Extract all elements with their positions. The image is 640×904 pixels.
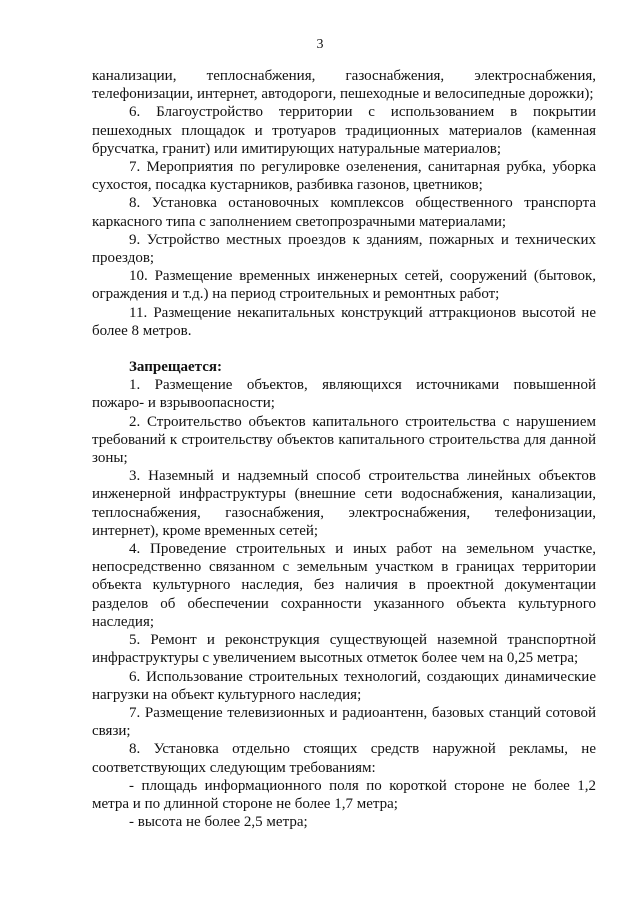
allowed-item-8: 8. Установка остановочных комплексов общественного транспорта каркасного типа с заполнением светопрозрачными материалами;	[92, 195, 596, 230]
prohibited-item-7: 7. Размещение телевизионных и радиоантенн, базовых станций сотовой связи;	[92, 704, 596, 740]
allowed-item-7: 7. Мероприятия по регулировке озеленения, санитарная рубка, уборка сухостоя, посадка кустарников, разбивка газонов, цветников;	[92, 159, 596, 194]
prohibited-item-4: 4. Проведение строительных и иных работ на земельном участке, непосредственно связанном с земельным участком в границах территории объекта культурного наследия, без наличия в проектной документации разделов об обеспечении сохранности указанного объекта культурного наследия;	[92, 541, 596, 630]
document-body	[92, 67, 596, 831]
allowed-item-9: 9. Устройство местных проездов к зданиям, пожарных и технических проездов;	[92, 231, 596, 267]
prohibited-item-5: 5. Ремонт и реконструкция существующей наземной транспортной инфраструктуры с увеличением высотных отметок более чем на 0,25 метра;	[92, 632, 596, 667]
prohibited-item-2: 2. Строительство объектов капитального строительства с нарушением требований к строительству объектов капитального строительства для данной зоны;	[92, 413, 596, 467]
prohibited-item-8: 8. Установка отдельно стоящих средств наружной рекламы, не соответствующих следующим требованиям:	[92, 741, 596, 776]
allowed-item-11: 11. Размещение некапитальных конструкций аттракционов высотой не более 8 метров.	[92, 304, 596, 339]
prohibited-item-6: 6. Использование строительных технологий, создающих динамические нагрузки на объект культурного наследия;	[92, 668, 596, 703]
page-number: 3	[316, 37, 324, 52]
prohibited-item-3: 3. Наземный и надземный способ строительства линейных объектов инженерной инфраструктуры (внешние сети водоснабжения, канализации, теплоснабжения, газоснабжения, электроснабжения, телефонизации, интернет), кроме временных сетей;	[92, 468, 596, 539]
allowed-item-10: 10. Размещение временных инженерных сетей, сооружений (бытовок, ограждения и т.д.) на период строительных и ремонтных работ;	[92, 268, 596, 303]
allowed-item-6: 6. Благоустройство территории с использованием в покрытии пешеходных площадок и тротуаров традиционных материалов (каменная брусчатка, гранит) или имитирующих натуральные материалов;	[92, 104, 596, 157]
prohibited-item-1: 1. Размещение объектов, являющихся источниками повышенной пожаро- и взрывоопасности;	[92, 377, 596, 412]
advertising-requirement-area: - площадь информационного поля по короткой стороне не более 1,2 метра и по длинной стороне не более 1,7 метра;	[92, 777, 596, 812]
allowed-list-continuation: канализации, теплоснабжения, газоснабжения, электроснабжения, телефонизации, интернет, автодороги, пешеходные и велосипедные дорожки);	[92, 68, 596, 103]
prohibited-heading: Запрещается:	[129, 359, 223, 376]
advertising-requirement-height: - высота не более 2,5 метра;	[129, 814, 308, 831]
